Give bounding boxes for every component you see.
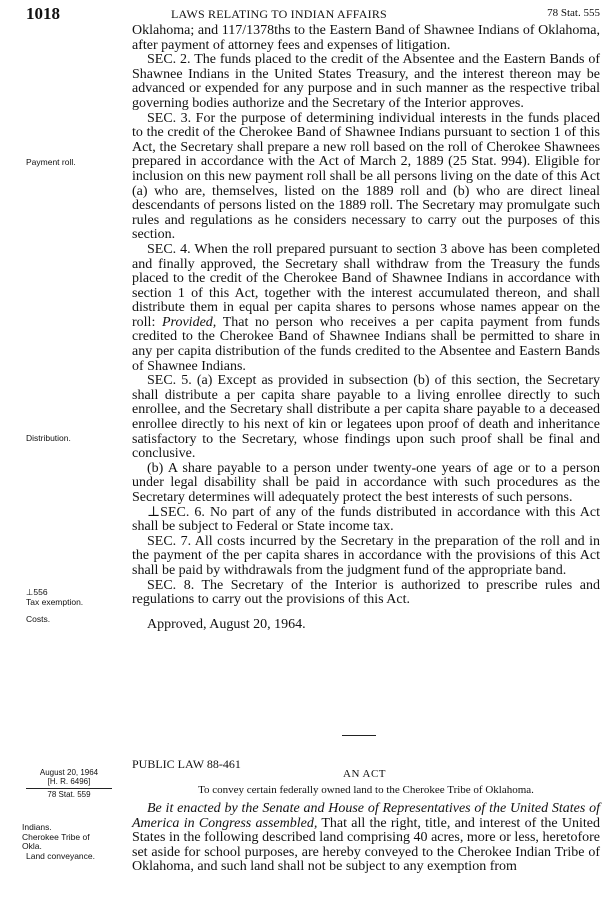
continued-paragraph: Oklahoma; and 117/1378ths to the Eastern Band of Shawnee Indians of Oklahoma, after payment of attorney fees and expenses of litigation. bbox=[132, 23, 600, 53]
section-8: SEC. 8. The Secretary of the Interior is authorized to prescribe rules and regulations to carry out the provisions of this Act. bbox=[132, 577, 600, 608]
bill-divider bbox=[26, 788, 112, 789]
section-3: SEC. 3. For the purpose of determining individual interests in the funds placed to the credit of the Cherokee Band of Shawnee Indians pursuant to section 1 of this Act, the Secretary shall prepare a new roll based on the roll of Cherokee Shawnees prepared in accordance with the Act of March 2, 1889 (25 Stat. 994). Eligible for inclusion on this new payment roll shall be all persons living on the date of this Act (a) who are, themselves, listed on the 1889 roll and (b) who are direct lineal descendants of persons listed on the 1889 roll. The Secretary may promulgate such rules and regulations as he considers necessary to carry out the purposes of this section. bbox=[132, 110, 600, 243]
bill-info bbox=[26, 768, 112, 799]
bill-stat: 78 Stat. 559 bbox=[47, 790, 91, 799]
margin-notes-land bbox=[22, 823, 120, 861]
section-2: SEC. 2. The funds placed to the credit of the Absentee and the Eastern Bands of Shawnee Indians in the United States Treasury, and the interest thereon may be advanced or expended for any purpose and in such manner as the respective tribal governing bodies authorize and the Secretary of the Interior approves. bbox=[132, 52, 600, 111]
margin-page-marker: ⊥556 bbox=[26, 587, 48, 597]
section-6 bbox=[132, 506, 600, 535]
margin-note-distribution: Distribution. bbox=[26, 433, 71, 443]
note-cherokee: Cherokee Tribe of bbox=[22, 831, 90, 842]
note-okla: Okla. bbox=[22, 841, 42, 852]
note-indians: Indians. bbox=[22, 822, 52, 832]
section-6-text: SEC. 6. No part of any of the funds distributed in accordance with this Act shall be subject to Federal or State income tax. bbox=[132, 504, 600, 535]
provided-italic: Provided, bbox=[161, 314, 217, 330]
act-purpose: To convey certain federally owned land to the Cherokee Tribe of Oklahoma. bbox=[198, 784, 534, 796]
section-5a: SEC. 5. (a) Except as provided in subsection (b) of this section, the Secretary shall distribute a per capita share payable to a living enrollee directly to such enrollee, and the Secretary shall distribute a per capita share payable to a deceased enrollee directly to his next of kin or legatees upon proof of death and inheritance satisfactory to the Secretary, whose findings upon such proof shall be final and conclusive. bbox=[132, 373, 600, 462]
enacting-text: That all the right, title, and interest of the United States in the following described land comprising 40 acres, more or less, heretofore set aside for school purposes, are hereby conveyed to the Cherokee Indian Tribe of Oklahoma, and such land shall not be subject to any exemption from bbox=[132, 815, 600, 875]
section-4-proviso: That no person who receives a per capita payment from funds credited to the Cherokee Band of Shawnee Indians shall be permitted to share in any per capita distribution of the funds credited to the Absentee and Eastern Bands of Shawnee Indians. bbox=[132, 314, 601, 374]
act-heading: AN ACT bbox=[343, 768, 387, 780]
section-divider bbox=[342, 735, 376, 736]
public-law-number: PUBLIC LAW 88-461 bbox=[132, 757, 241, 771]
statute-body bbox=[132, 24, 600, 632]
section-4-text: SEC. 4. When the roll prepared pursuant to section 3 above has been completed and finally approved, the Secretary shall withdraw from the Treasury the funds placed to the credit of the Cherokee Band of Shawnee Indians in accordance with section 1 of this Act, together with the interest accumulated thereon, and shall distribute them in equal per capita shares to persons whose names appear on the roll: bbox=[132, 241, 600, 330]
enacting-clause bbox=[132, 802, 600, 875]
margin-note-costs: Costs. bbox=[26, 614, 51, 624]
margin-note-tax-exemption: Tax exemption. bbox=[26, 597, 84, 607]
margin-note-payment-roll: Payment roll. bbox=[26, 157, 76, 167]
bill-number: [H. R. 6496] bbox=[47, 777, 91, 786]
approval-line: Approved, August 20, 1964. bbox=[147, 616, 306, 632]
statute-citation: 78 Stat. 555 bbox=[547, 7, 600, 19]
note-land-conveyance: Land conveyance. bbox=[26, 850, 95, 861]
section-4 bbox=[132, 243, 600, 374]
section-5b: (b) A share payable to a person under twenty-one years of age or to a person under legal disability shall be paid in accordance with such procedures as the Secretary determines will adequately protect the best interests of such persons. bbox=[132, 460, 600, 505]
enacting-formula: Be it enacted by the Senate and House of Representatives of the United States of America in Congress assembled, bbox=[132, 801, 600, 831]
page-number: 1018 bbox=[26, 4, 60, 23]
running-title: LAWS RELATING TO INDIAN AFFAIRS bbox=[171, 7, 387, 21]
enactment-date: August 20, 1964 bbox=[39, 768, 99, 777]
section-7: SEC. 7. All costs incurred by the Secretary in the preparation of the roll and in the payment of the per capita shares in accordance with the provisions of this Act shall be paid by withdrawals from the judgment fund of the appropriate band. bbox=[132, 533, 600, 578]
page-break-mark: ⊥ bbox=[147, 504, 161, 520]
